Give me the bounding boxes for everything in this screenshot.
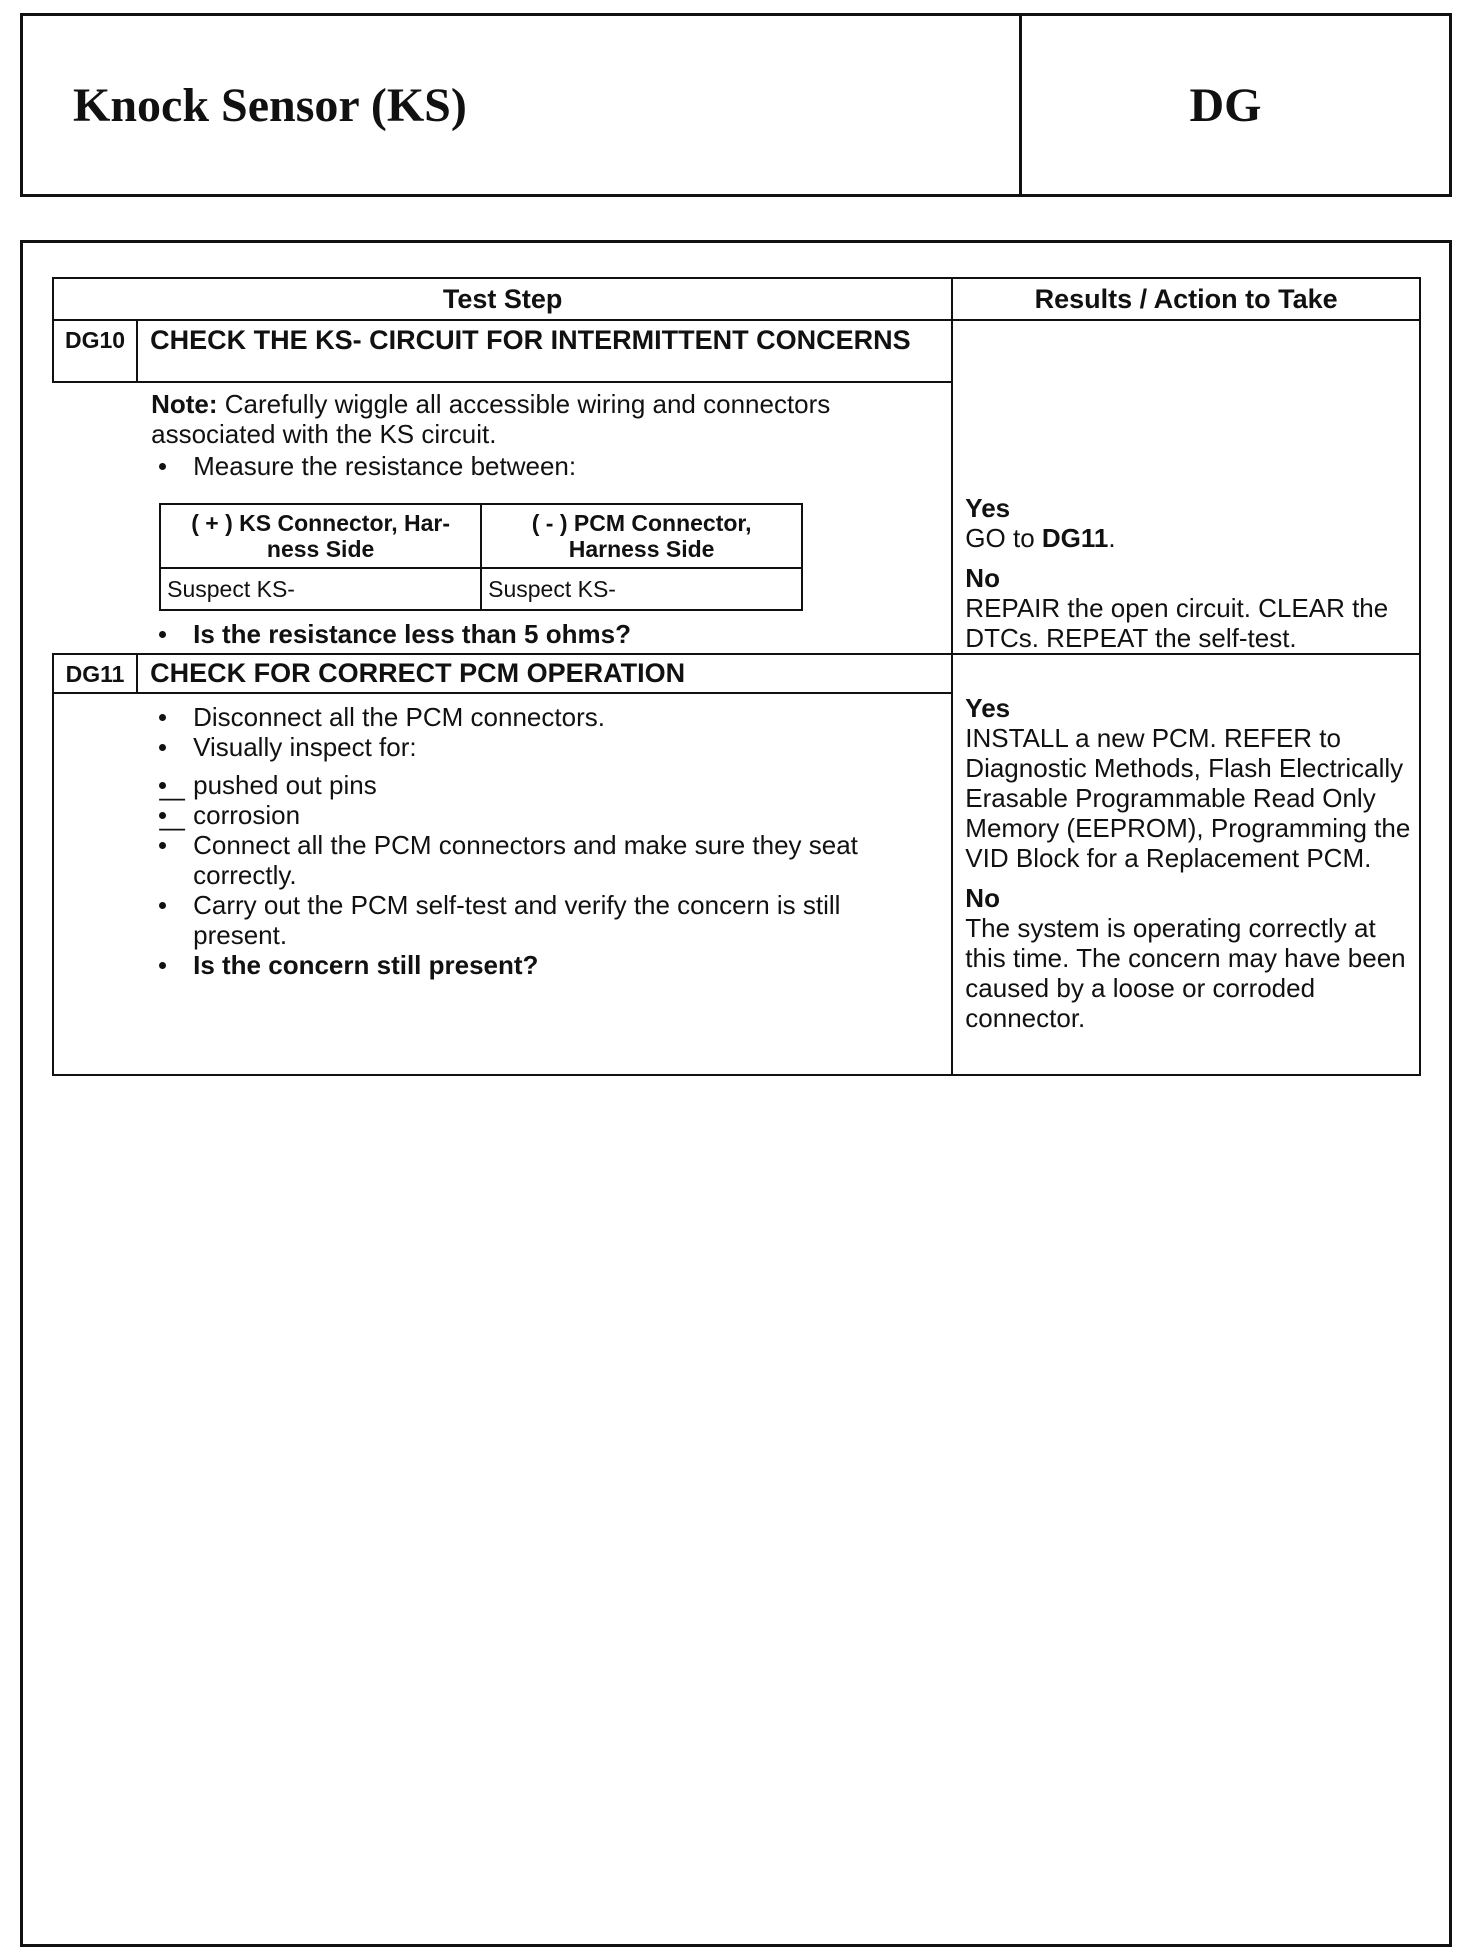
yes-action: INSTALL a new PCM. REFER to Diagnostic Methods, Flash Electrically Erasable Programmable Read Only Memory (EEPROM), Programming the VID Block for a Replacement PCM. xyxy=(965,723,1411,873)
goto-dg11-link: DG11 xyxy=(1041,523,1109,553)
step-body-dg10 xyxy=(137,382,952,654)
page-header xyxy=(20,13,1452,197)
step-body-dg11 xyxy=(137,693,952,1075)
step-title-dg10: CHECK THE KS- CIRCUIT FOR INTERMITTENT CONCERNS xyxy=(137,320,952,382)
list-item: Measure the resistance between: xyxy=(151,451,941,481)
list-item: Disconnect all the PCM connectors. xyxy=(151,702,941,732)
inspect-list xyxy=(151,770,941,830)
table-header-row xyxy=(53,278,1420,320)
results-yes-block xyxy=(965,493,1413,553)
connector-ks-value: Suspect KS- xyxy=(160,568,481,610)
list-item: Connect all the PCM connectors and make sure they seat correctly. xyxy=(151,830,941,890)
header-test-step: Test Step xyxy=(53,278,952,320)
connector-col-ks: ( + ) KS Connector, Har-ness Side xyxy=(160,504,481,568)
header-results: Results / Action to Take xyxy=(952,278,1420,320)
no-action: The system is operating correctly at this time. The concern may have been caused by a loose or corroded connector. xyxy=(965,913,1406,1033)
results-dg10 xyxy=(952,320,1420,654)
yes-action: GO to DG11. xyxy=(965,523,1116,553)
step-dg10-title-row xyxy=(53,320,1420,382)
test-step-table xyxy=(52,277,1421,1076)
results-no-block xyxy=(965,563,1413,653)
list-item: — corrosion xyxy=(151,800,941,830)
page-title: Knock Sensor (KS) xyxy=(73,78,467,132)
bullet-list xyxy=(151,451,941,481)
results-no-block xyxy=(965,883,1413,1033)
question: Is the concern still present? xyxy=(151,950,941,980)
note: Note: Carefully wiggle all accessible wiring and connectors associated with the KS circuit. xyxy=(151,389,831,449)
list-item: Carry out the PCM self-test and verify the concern is still present. xyxy=(151,890,941,950)
question-list xyxy=(151,619,941,649)
results-dg11 xyxy=(952,654,1420,1075)
yes-label: Yes xyxy=(965,493,1011,523)
step-dg11-title-row xyxy=(53,654,1420,693)
results-yes-block xyxy=(965,693,1413,873)
step-title-dg11: CHECK FOR CORRECT PCM OPERATION xyxy=(137,654,952,693)
connector-table xyxy=(159,503,803,611)
section-code: DG xyxy=(1019,16,1449,194)
list-item: Visually inspect for: — pushed out pins — corrosion xyxy=(151,732,941,830)
list-item: — pushed out pins xyxy=(151,770,941,800)
yes-label: Yes xyxy=(965,693,1011,723)
connector-col-pcm: ( - ) PCM Connector, Harness Side xyxy=(481,504,802,568)
no-label: No xyxy=(965,883,1000,913)
step-id-dg11: DG11 xyxy=(53,654,137,693)
no-label: No xyxy=(965,563,1000,593)
step-id-dg10: DG10 xyxy=(53,320,137,382)
no-action: REPAIR the open circuit. CLEAR the DTCs. REPEAT the self-test. xyxy=(965,593,1389,653)
question: Is the resistance less than 5 ohms? xyxy=(151,619,941,649)
bullet-list xyxy=(151,702,941,980)
connector-pcm-value: Suspect KS- xyxy=(481,568,802,610)
